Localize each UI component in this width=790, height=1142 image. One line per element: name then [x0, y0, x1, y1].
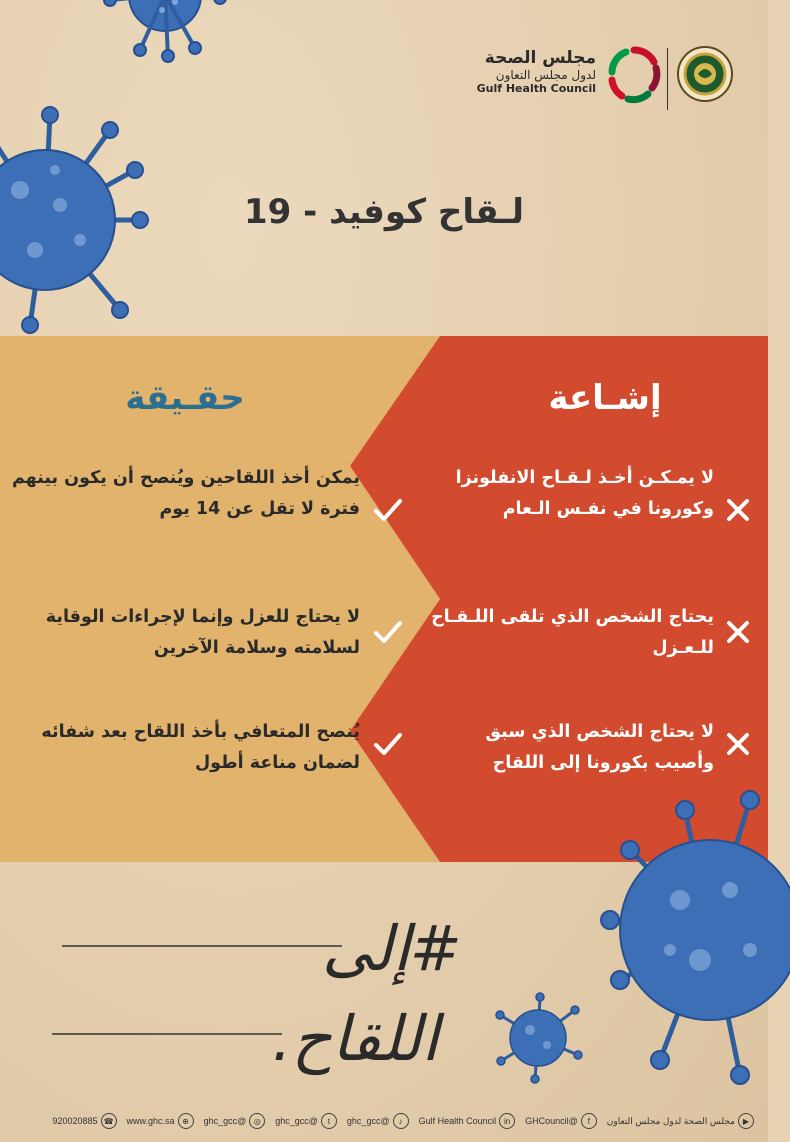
footer-youtube[interactable]	[607, 1113, 754, 1129]
cross-icon	[720, 614, 756, 650]
gcc-emblem-icon	[676, 44, 734, 104]
logo-divider	[667, 48, 668, 110]
virus-icon	[100, 0, 230, 60]
council-name-en: Gulf Health Council	[476, 82, 596, 95]
footer-tiktok[interactable]	[347, 1113, 409, 1129]
web-icon: ⊕	[178, 1113, 194, 1129]
hashtag-line1: #إلى	[322, 912, 462, 985]
check-icon	[370, 726, 406, 762]
footer-linkedin-label: Gulf Health Council	[418, 1116, 497, 1126]
council-subtitle-ar: لدول مجلس التعاون	[495, 68, 596, 82]
truth-text: لا يحتاج للعزل وإنما لإجراءات الوقاية لسلامته وسلامة الآخرين	[45, 607, 360, 658]
check-icon	[370, 614, 406, 650]
hashtag-calligraphy	[52, 900, 462, 1090]
footer-phone[interactable]	[52, 1113, 116, 1129]
cross-icon	[720, 726, 756, 762]
footer-web[interactable]	[127, 1113, 194, 1129]
footer-youtube-label: مجلس الصحة لدول مجلس التعاون	[606, 1115, 735, 1126]
footer-facebook-label: @GHCouncil	[525, 1116, 578, 1126]
footer-social-bar	[0, 1104, 768, 1138]
footer-twitter-label: @ghc_gcc	[275, 1116, 318, 1126]
rumor-text: لا يحتاج الشخص الذي سبق وأصيب بكورونا إلى اللقاح	[485, 722, 714, 773]
footer-phone-label: 920020885	[52, 1116, 98, 1126]
footer-tiktok-label: @ghc_gcc	[346, 1116, 390, 1126]
instagram-icon: ◎	[249, 1113, 265, 1129]
footer-facebook[interactable]	[525, 1113, 597, 1129]
truth-heading: حقـيقة	[125, 378, 245, 418]
footer-twitter[interactable]	[275, 1113, 337, 1129]
virus-icon	[600, 790, 790, 1080]
youtube-icon: ▶	[738, 1113, 754, 1129]
footer-instagram[interactable]	[204, 1113, 266, 1129]
virus-icon	[495, 995, 581, 1081]
page-title: لـقاح كوفيد - 19	[244, 192, 524, 232]
phone-icon: ☎	[101, 1113, 117, 1129]
footer-instagram-label: @ghc_gcc	[203, 1116, 247, 1126]
footer-linkedin[interactable]	[419, 1113, 516, 1129]
rumor-text: يحتاج الشخص الذي تلقى اللـقـاح للـعـزل	[431, 607, 714, 658]
facebook-icon: f	[581, 1113, 597, 1129]
truth-text: يُنصح المتعافي بأخذ اللقاح بعد شفائه لضمان مناعة أطول	[41, 722, 360, 773]
cross-icon	[720, 492, 756, 528]
hashtag-line2: اللقاح.	[272, 1002, 439, 1075]
twitter-icon: t	[321, 1113, 337, 1129]
tiktok-icon: ♪	[393, 1113, 409, 1129]
rumor-heading: إشـاعة	[548, 378, 662, 418]
rumor-text: لا يمـكـن أخـذ لـقـاح الانفلونزا وكورونا في نفـس الـعام	[455, 468, 714, 519]
linkedin-icon: in	[499, 1113, 515, 1129]
check-icon	[370, 492, 406, 528]
truth-text: يمكن أخذ اللقاحين ويُنصح أن يكون بينهم فترة لا تقل عن 14 يوم	[11, 468, 360, 519]
footer-web-label: www.ghc.sa	[126, 1116, 175, 1126]
council-logo-icon	[606, 44, 662, 106]
council-name-ar: مجلس الصحة	[484, 48, 596, 68]
council-name-block	[477, 48, 596, 96]
